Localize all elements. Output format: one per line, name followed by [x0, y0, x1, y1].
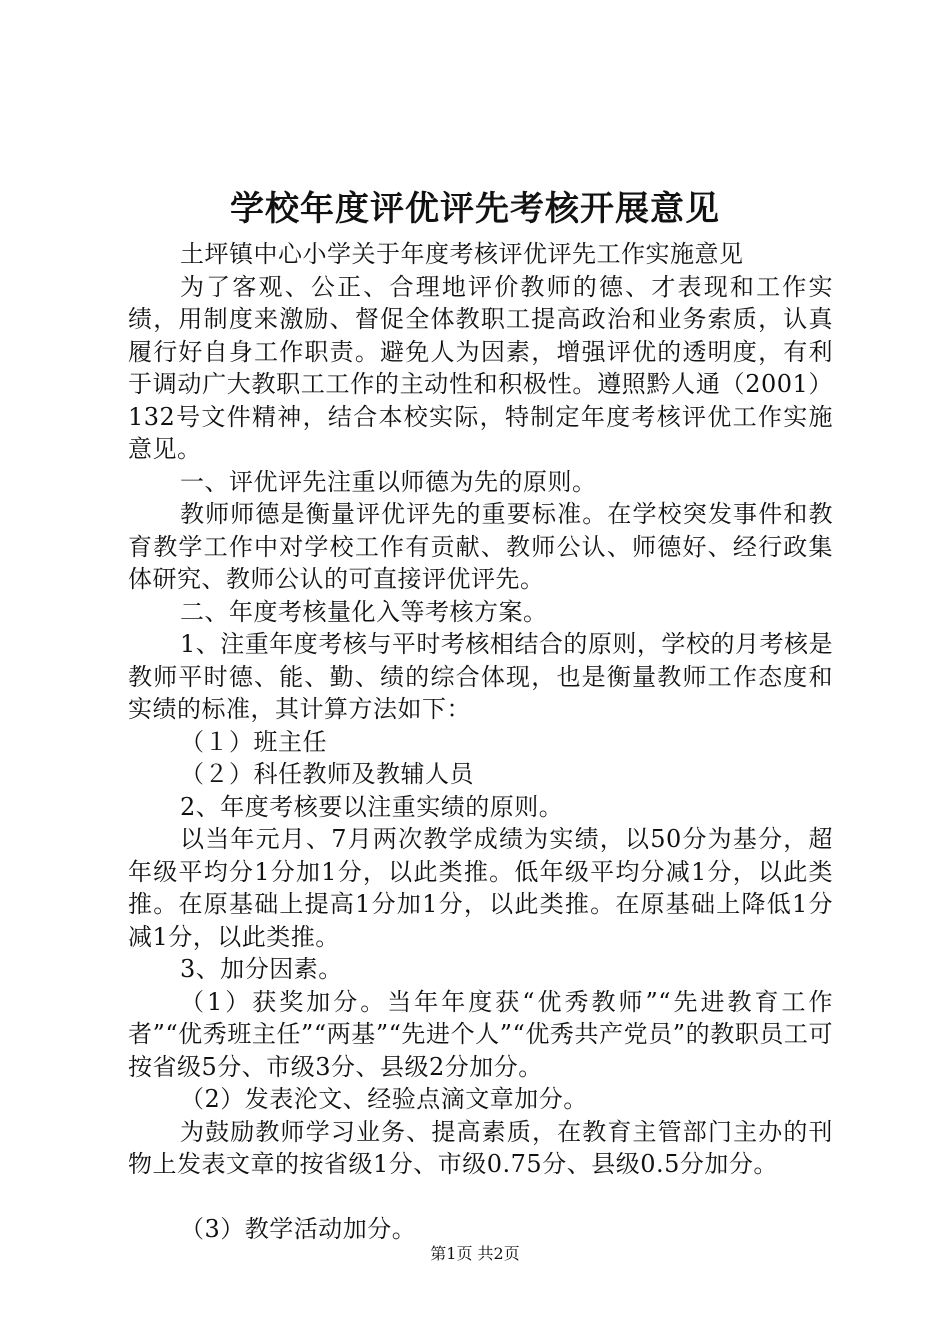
- paragraph-ethics: 教师师德是衡量评优评先的重要标准。在学校突发事件和教育教学工作中对学校工作有贡献、教师公认、师德好、经行政集体研究、教师公认的可直接评优评先。: [128, 500, 833, 593]
- document-body: [128, 238, 833, 1245]
- paragraph-articles: 为鼓励教师学习业务、提高素质，在教育主管部门主办的刊物上发表文章的按省级1分、市级0.75分、县级0.5分加分。: [128, 1117, 833, 1178]
- page-footer: 第1页 共2页: [430, 1244, 520, 1263]
- document-title: 学校年度评优评先考核开展意见: [230, 189, 720, 229]
- list-item-subject-teacher: （２）科任教师及教辅人员: [180, 760, 474, 788]
- paragraph-intro: 为了客观、公正、合理地评价教师的德、才表现和工作实绩，用制度来激励、督促全体教职工提高政治和业务索质，认真履行好自身工作职责。避免人为因素，增强评优的透明度，有利于调动广大教职工工作的主动性和积极性。遵照黔人通（2001）132号文件精神，结合本校实际，特制定年度考核评优工作实施意见。: [128, 272, 833, 463]
- paragraph-item-2: 2、年度考核要以注重实绩的原则。: [180, 792, 564, 821]
- section-heading-1: 一、评优评先注重以师德为先的原则。: [180, 467, 597, 496]
- paragraph-scoring: 以当年元月、7月两次教学成绩为实绩，以50分为基分，超年级平均分1分加1分，以此类推。低年级平均分减1分，以此类推。在原基础上提高1分加1分，以此类推。在原基础上降低1分减1分，以此类推。: [128, 825, 833, 951]
- paragraph-item-3: 3、加分因素。: [180, 955, 343, 983]
- paragraph-articles-heading: （2）发表沦文、经验点滴文章加分。: [180, 1085, 588, 1113]
- section-heading-2: 二、年度考核量化入等考核方案。: [180, 597, 548, 626]
- paragraph-subtitle: 土坪镇中心小学关于年度考核评优评先工作实施意见: [180, 240, 744, 268]
- paragraph-item-1: 1、注重年度考核与平时考核相结合的原则，学校的月考核是教师平时德、能、勤、绩的综合体现，也是衡量教师工作态度和实绩的标准，其计算方法如下：: [128, 630, 833, 723]
- list-item-class-teacher: （１）班主任: [180, 727, 327, 756]
- paragraph-activities-heading: （3）教学活动加分。: [180, 1214, 417, 1243]
- paragraph-awards: （1）获奖加分。当年年度获“优秀教师”“先进教育工作者”“优秀班主任”“两基”“先进个人”“优秀共产党员”的教职员工可按省级5分、市级3分、县级2分加分。: [128, 987, 833, 1081]
